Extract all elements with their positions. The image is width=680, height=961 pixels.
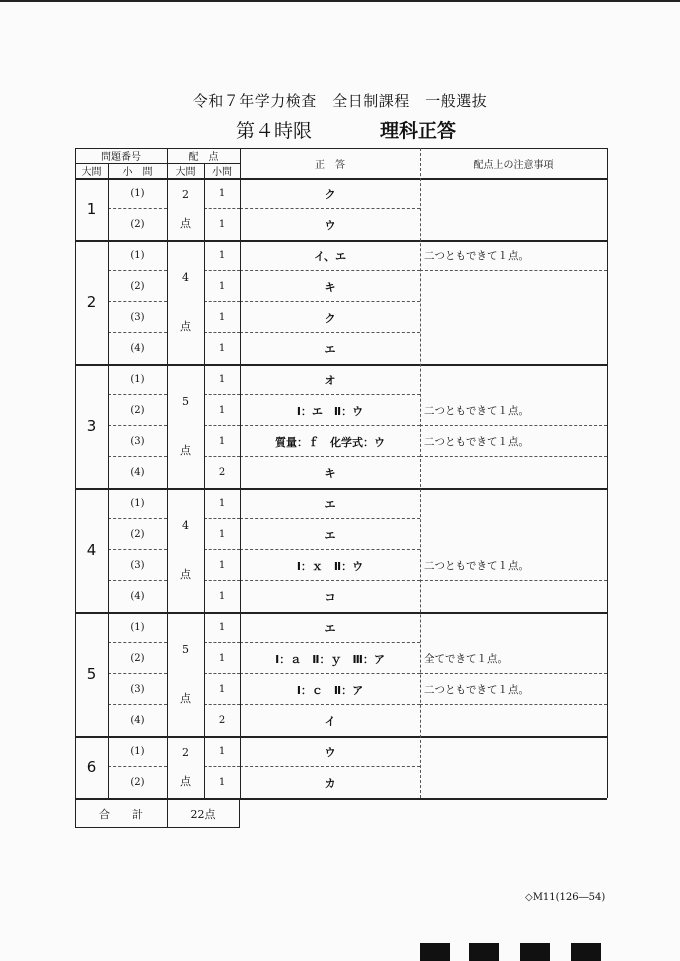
correct-answer: エ: [324, 342, 336, 356]
table-rule: [75, 148, 76, 798]
section-points-unit: 点: [180, 443, 191, 457]
header-points: 配 点: [188, 152, 219, 163]
sub-question-label: (2): [130, 653, 145, 664]
sub-question-points: 1: [218, 188, 226, 199]
scoring-note: [420, 364, 611, 395]
sub-question-points: 1: [218, 312, 226, 323]
section-points-value: 2: [182, 187, 189, 201]
scoring-note: [420, 457, 611, 488]
correct-answer: ク: [324, 187, 336, 201]
scoring-note: 二つともできて１点。: [424, 436, 529, 448]
scoring-note: 全てできて１点。: [424, 653, 508, 665]
correct-answer: Ⅰ：ａ Ⅱ：ｙ Ⅲ：ア: [275, 652, 385, 666]
sub-question-label: (2): [130, 405, 145, 416]
sub-question-label: (1): [130, 188, 145, 199]
sub-question-points: 1: [218, 343, 226, 354]
correct-answer: ウ: [324, 745, 336, 759]
section-points-unit: 点: [180, 774, 191, 788]
sub-question-label: (1): [130, 374, 145, 385]
header-major: 大問: [81, 167, 102, 178]
section-number: 6: [86, 758, 97, 776]
sub-question-points: 1: [218, 560, 226, 571]
scoring-note: [420, 488, 611, 519]
scoring-note: [420, 302, 611, 333]
answer-table: [75, 148, 608, 800]
sub-question-points: 1: [218, 250, 226, 261]
scoring-note: [420, 705, 611, 736]
sub-question-points: 1: [218, 219, 226, 230]
sub-question-points: 1: [218, 777, 226, 788]
sub-question-points: 1: [218, 746, 226, 757]
sub-question-label: (4): [130, 715, 145, 726]
exam-title: 令和７年学力検査 全日制課程 一般選抜: [192, 92, 488, 110]
correct-answer: エ: [324, 497, 336, 511]
scoring-note: [420, 612, 611, 643]
sub-question-points: 1: [218, 405, 226, 416]
header-notes: 配点上の注意事項: [473, 159, 554, 171]
table-rule: [167, 148, 168, 798]
sub-question-label: (3): [130, 436, 145, 447]
scoring-note: [420, 767, 611, 798]
sub-question-label: (2): [130, 777, 145, 788]
sub-question-points: 1: [218, 653, 226, 664]
correct-answer: エ: [324, 621, 336, 635]
table-rule: [204, 163, 205, 798]
sub-question-label: (2): [130, 281, 145, 292]
scoring-note: [420, 519, 611, 550]
section-number: 1: [86, 200, 97, 218]
table-rule: [108, 163, 109, 798]
correct-answer: オ: [324, 373, 336, 387]
sub-question-label: (3): [130, 312, 145, 323]
section-points-value: 5: [182, 642, 189, 656]
section-points: [167, 240, 204, 364]
top-border-line: [0, 0, 680, 2]
correct-answer: ウ: [324, 218, 336, 232]
section-points-unit: 点: [180, 216, 191, 230]
section-number: 5: [86, 665, 97, 683]
correct-answer: Ⅰ：ｘ Ⅱ：ウ: [296, 559, 364, 573]
scoring-note: 二つともできて１点。: [424, 684, 529, 696]
exam-subtitle: [0, 116, 680, 146]
sub-question-label: (1): [130, 250, 145, 261]
sub-question-points: 1: [218, 281, 226, 292]
sub-question-points: 1: [218, 591, 226, 602]
sub-question-label: (1): [130, 498, 145, 509]
scan-mark: [571, 943, 601, 961]
header-minor-points: 小問: [212, 167, 232, 178]
sub-question-label: (1): [130, 622, 145, 633]
total-row: [75, 800, 240, 829]
scoring-note: 二つともできて１点。: [424, 250, 529, 262]
total-value: 22点: [190, 808, 216, 821]
sub-question-points: 1: [218, 498, 226, 509]
footer-code: ◇M11(126―54): [525, 892, 606, 903]
sub-question-points: 1: [218, 436, 226, 447]
sub-question-points: 1: [218, 529, 226, 540]
scoring-note: 二つともできて１点。: [424, 560, 529, 572]
section-points-value: 5: [182, 394, 189, 408]
section-points-value: 4: [182, 270, 189, 284]
scan-mark: [420, 943, 450, 961]
sub-question-label: (4): [130, 591, 145, 602]
correct-answer: エ: [324, 528, 336, 542]
correct-answer: Ⅰ：エ Ⅱ：ウ: [296, 404, 364, 418]
section-number: 2: [86, 293, 97, 311]
sub-question-label: (4): [130, 343, 145, 354]
scoring-note: [420, 271, 611, 302]
section-points-value: 4: [182, 518, 189, 532]
correct-answer: イ、エ: [313, 249, 346, 263]
section-points: [167, 612, 204, 736]
scan-mark: [469, 943, 499, 961]
sub-question-points: 1: [218, 374, 226, 385]
scoring-note: [420, 581, 611, 612]
section-points: [167, 488, 204, 612]
correct-answer: コ: [324, 590, 336, 604]
header-major-points: 大問: [175, 167, 196, 178]
header-answer: 正 答: [315, 159, 345, 171]
sub-question-points: 2: [218, 715, 226, 726]
scoring-note: [420, 178, 611, 209]
sub-question-points: 1: [218, 622, 226, 633]
header-minor: 小 問: [122, 167, 153, 178]
correct-answer: キ: [324, 466, 336, 480]
section-points-unit: 点: [180, 567, 191, 581]
sub-question-label: (4): [130, 467, 145, 478]
sub-question-label: (2): [130, 219, 145, 230]
scoring-note: [420, 209, 611, 240]
correct-answer: イ: [324, 714, 336, 728]
section-points: [167, 178, 204, 240]
correct-answer: カ: [324, 776, 336, 790]
section-points-unit: 点: [180, 691, 191, 705]
total-label: 合 計: [99, 808, 143, 821]
sub-question-points: 1: [218, 684, 226, 695]
section-points-value: 2: [182, 745, 189, 759]
scoring-note: [420, 333, 611, 364]
sub-question-label: (1): [130, 746, 145, 757]
scoring-note: [420, 736, 611, 767]
sub-question-label: (3): [130, 684, 145, 695]
section-points-unit: 点: [180, 319, 191, 333]
exam-subject: 理科正答: [380, 120, 457, 142]
table-rule: [420, 148, 421, 798]
section-points: [167, 736, 204, 798]
sub-question-points: 2: [218, 467, 226, 478]
correct-answer: 質量：ｆ 化学式：ウ: [275, 435, 385, 449]
header-question-number: 問題番号: [101, 152, 141, 163]
section-number: 3: [86, 417, 97, 435]
correct-answer: ク: [324, 311, 336, 325]
section-number: 4: [86, 541, 97, 559]
sub-question-label: (3): [130, 560, 145, 571]
table-rule: [240, 148, 241, 798]
correct-answer: キ: [324, 280, 336, 294]
table-rule: [607, 148, 608, 798]
scan-mark: [520, 943, 550, 961]
exam-period: 第４時限: [236, 120, 313, 142]
correct-answer: Ⅰ：ｃ Ⅱ：ア: [296, 683, 364, 697]
section-points: [167, 364, 204, 488]
scoring-note: 二つともできて１点。: [424, 405, 529, 417]
sub-question-label: (2): [130, 529, 145, 540]
